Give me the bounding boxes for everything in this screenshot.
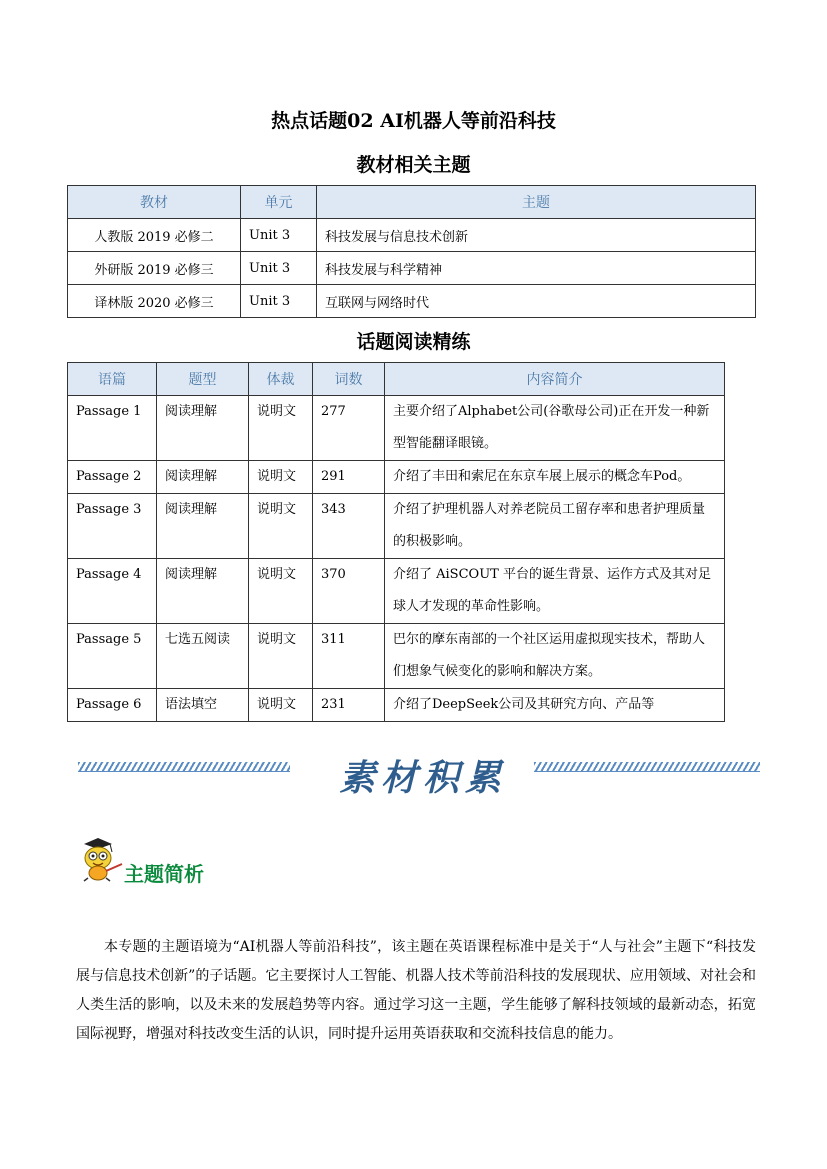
- wordcount-cell: 277: [313, 396, 385, 461]
- header-cell: 主题: [317, 186, 756, 219]
- table-row: [68, 624, 725, 689]
- banner-title: 素材积累: [338, 757, 507, 799]
- genre-cell: 说明文: [249, 624, 313, 689]
- topic-cell: 互联网与网络时代: [317, 285, 756, 318]
- table-row: [68, 252, 756, 285]
- section-title-textbook-topics: 教材相关主题: [356, 154, 471, 176]
- subsection-title: 主题简析: [124, 862, 204, 886]
- passage-cell: Passage 3: [68, 494, 157, 559]
- type-cell: 阅读理解: [157, 461, 249, 494]
- summary-cell: 介绍了 AiSCOUT 平台的诞生背景、运作方式及其对足球人才发现的革命性影响。: [385, 559, 725, 624]
- passage-cell: Passage 4: [68, 559, 157, 624]
- passage-cell: Passage 2: [68, 461, 157, 494]
- topic-analysis-paragraph: 本专题的主题语境为“AI机器人等前沿科技”，该主题在英语课程标准中是关于“人与社会”主题下“科技发展与信息技术创新”的子话题。它主要探讨人工智能、机器人技术等前沿科技的发展现状、应用领域、对社会和人类生活的影响，以及未来的发展趋势等内容。通过学习这一主题，学生能够了解科技领域的最新动态，拓宽国际视野，增强对科技改变生活的认识，同时提升运用英语获取和交流科技信息的能力。: [76, 939, 756, 1042]
- summary-cell: 介绍了护理机器人对养老院员工留存率和患者护理质量的积极影响。: [385, 494, 725, 559]
- type-cell: 七选五阅读: [157, 624, 249, 689]
- summary-cell: 主要介绍了Alphabet公司(谷歌母公司)正在开发一种新型智能翻译眼镜。: [385, 396, 725, 461]
- header-cell: 内容简介: [385, 363, 725, 396]
- header-cell: 语篇: [68, 363, 157, 396]
- passage-cell: Passage 5: [68, 624, 157, 689]
- reading-practice-table: [67, 362, 725, 722]
- genre-cell: 说明文: [249, 461, 313, 494]
- genre-cell: 说明文: [249, 396, 313, 461]
- genre-cell: 说明文: [249, 689, 313, 722]
- table-row: [68, 461, 725, 494]
- decorative-stripe-left: [78, 762, 290, 772]
- type-cell: 语法填空: [157, 689, 249, 722]
- type-cell: 阅读理解: [157, 494, 249, 559]
- table-header-row: [68, 363, 725, 396]
- textbook-cell: 人教版 2019 必修二: [68, 219, 241, 252]
- table-row: [68, 285, 756, 318]
- table-header-row: [68, 186, 756, 219]
- passage-cell: Passage 6: [68, 689, 157, 722]
- topic-cell: 科技发展与科学精神: [317, 252, 756, 285]
- table-row: [68, 559, 725, 624]
- header-cell: 单元: [241, 186, 317, 219]
- unit-cell: Unit 3: [241, 285, 317, 318]
- wordcount-cell: 370: [313, 559, 385, 624]
- textbook-topics-table: [67, 185, 756, 318]
- passage-cell: Passage 1: [68, 396, 157, 461]
- type-cell: 阅读理解: [157, 396, 249, 461]
- type-cell: 阅读理解: [157, 559, 249, 624]
- table-row: [68, 689, 725, 722]
- student-mascot-icon: [76, 836, 126, 882]
- section-title-reading-practice: 话题阅读精练: [356, 331, 471, 353]
- table-row: [68, 494, 725, 559]
- table-row: [68, 219, 756, 252]
- summary-cell: 介绍了DeepSeek公司及其研究方向、产品等: [385, 689, 725, 722]
- wordcount-cell: 343: [313, 494, 385, 559]
- wordcount-cell: 231: [313, 689, 385, 722]
- wordcount-cell: 311: [313, 624, 385, 689]
- topic-cell: 科技发展与信息技术创新: [317, 219, 756, 252]
- wordcount-cell: 291: [313, 461, 385, 494]
- unit-cell: Unit 3: [241, 219, 317, 252]
- page-title: 热点话题02 AI机器人等前沿科技: [271, 110, 556, 132]
- header-cell: 教材: [68, 186, 241, 219]
- material-banner: [78, 750, 760, 800]
- summary-cell: 介绍了丰田和索尼在东京车展上展示的概念车Pod。: [385, 461, 725, 494]
- textbook-cell: 译林版 2020 必修三: [68, 285, 241, 318]
- table-row: [68, 396, 725, 461]
- decorative-stripe-right: [534, 762, 760, 772]
- summary-cell: 巴尔的摩东南部的一个社区运用虚拟现实技术，帮助人们想象气候变化的影响和解决方案。: [385, 624, 725, 689]
- header-cell: 题型: [157, 363, 249, 396]
- textbook-cell: 外研版 2019 必修三: [68, 252, 241, 285]
- header-cell: 词数: [313, 363, 385, 396]
- unit-cell: Unit 3: [241, 252, 317, 285]
- genre-cell: 说明文: [249, 559, 313, 624]
- header-cell: 体裁: [249, 363, 313, 396]
- genre-cell: 说明文: [249, 494, 313, 559]
